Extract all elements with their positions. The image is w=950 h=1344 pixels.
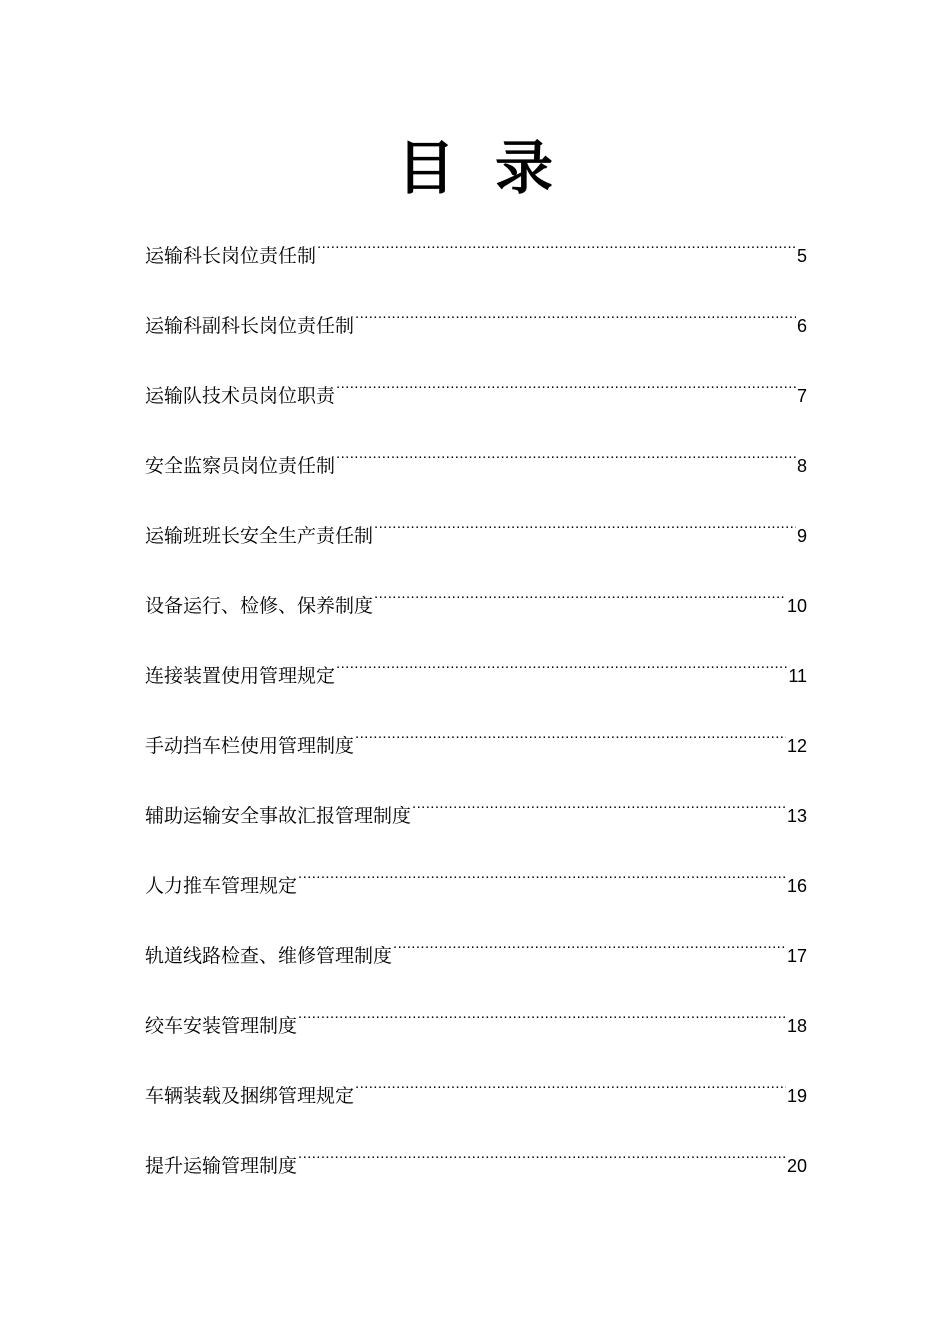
- toc-entry[interactable]: [145, 376, 807, 446]
- toc-leader-dots: [336, 383, 796, 402]
- toc-entry-page: 9: [796, 526, 807, 546]
- toc-entry-page: 17: [786, 946, 807, 966]
- toc-leader-dots: [374, 523, 796, 542]
- toc-leader-dots: [412, 803, 786, 822]
- toc-leader-dots: [393, 943, 786, 962]
- toc-entry[interactable]: [145, 656, 807, 726]
- toc-entry-title: 运输科副科长岗位责任制: [145, 315, 355, 337]
- toc-entry[interactable]: [145, 236, 807, 306]
- toc-entry-title: 轨道线路检查、维修管理制度: [145, 945, 393, 967]
- toc-entry[interactable]: [145, 1006, 807, 1076]
- toc-entry-page: 10: [786, 596, 807, 616]
- toc-entry-page: 5: [796, 246, 807, 266]
- toc-leader-dots: [355, 733, 786, 752]
- toc-entry-title: 车辆装载及捆绑管理规定: [145, 1085, 355, 1107]
- toc-leader-dots: [355, 1083, 786, 1102]
- toc-entry-title: 绞车安装管理制度: [145, 1015, 298, 1037]
- toc-leader-dots: [298, 1013, 786, 1032]
- toc-entry[interactable]: [145, 726, 807, 796]
- toc-entry-title: 运输班班长安全生产责任制: [145, 525, 374, 547]
- toc-entry-title: 提升运输管理制度: [145, 1155, 298, 1177]
- page-title: [0, 128, 950, 208]
- toc-entry-page: 7: [796, 386, 807, 406]
- toc-entry-page: 12: [786, 736, 807, 756]
- toc-entry-page: 13: [786, 806, 807, 826]
- toc-entry[interactable]: [145, 936, 807, 1006]
- toc-entry-title: 连接装置使用管理规定: [145, 665, 336, 687]
- toc-entry-title: 辅助运输安全事故汇报管理制度: [145, 805, 412, 827]
- toc-leader-dots: [336, 453, 796, 472]
- page-title-char-1: 目: [396, 134, 455, 202]
- toc-leader-dots: [355, 313, 796, 332]
- toc-entry[interactable]: [145, 586, 807, 656]
- toc-entry-page: 11: [788, 666, 807, 686]
- toc-entry[interactable]: [145, 796, 807, 866]
- toc-entry-page: 8: [796, 456, 807, 476]
- toc-entry-page: 16: [786, 876, 807, 896]
- toc-leader-dots: [336, 663, 787, 682]
- toc-leader-dots: [298, 873, 786, 892]
- toc-entry[interactable]: [145, 516, 807, 586]
- toc-leader-dots: [317, 243, 796, 262]
- toc-entry[interactable]: [145, 446, 807, 516]
- toc-entry-page: 20: [786, 1156, 807, 1176]
- toc-entry[interactable]: [145, 1076, 807, 1146]
- toc-entry-title: 安全监察员岗位责任制: [145, 455, 336, 477]
- toc-entry[interactable]: [145, 866, 807, 936]
- toc-entry-title: 运输队技术员岗位职责: [145, 385, 336, 407]
- table-of-contents: [145, 236, 807, 1216]
- toc-entry-title: 人力推车管理规定: [145, 875, 298, 897]
- toc-entry-title: 设备运行、检修、保养制度: [145, 595, 374, 617]
- toc-entry-page: 6: [796, 316, 807, 336]
- toc-entry-page: 19: [786, 1086, 807, 1106]
- toc-entry-title: 运输科长岗位责任制: [145, 245, 317, 267]
- toc-entry-title: 手动挡车栏使用管理制度: [145, 735, 355, 757]
- page-title-char-2: 录: [495, 134, 554, 202]
- toc-entry-page: 18: [786, 1016, 807, 1036]
- toc-entry[interactable]: [145, 1146, 807, 1216]
- toc-leader-dots: [298, 1153, 786, 1172]
- toc-leader-dots: [374, 593, 786, 612]
- toc-entry[interactable]: [145, 306, 807, 376]
